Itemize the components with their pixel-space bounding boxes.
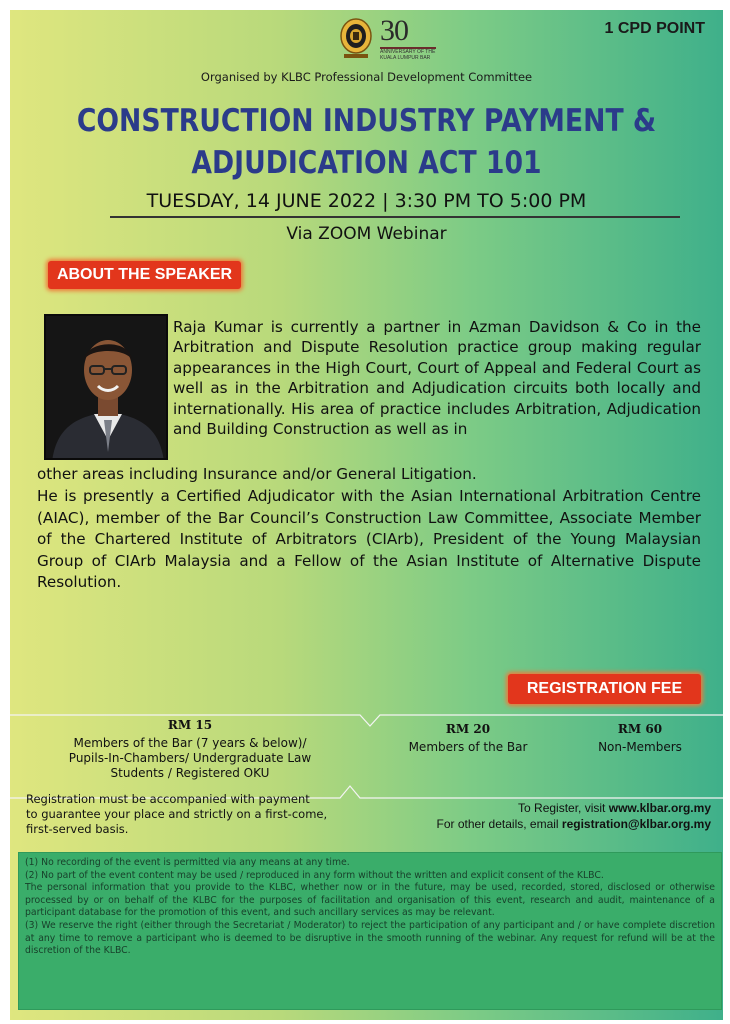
fee-amount: RM 60 <box>617 722 663 736</box>
fee-tier-3 <box>570 722 710 755</box>
terms-item-privacy: The personal information that you provide to the KLBC, whether now or in the future, may be used, recorded, stored, disclosed or otherwise processed by or on behalf of the KLBC for the purposes of facilitation and organisation of this event, research and audit, maintenance of a participant database for the promotion of this event, and such ancillary services as may be relevant. <box>25 882 715 919</box>
speaker-bio-tail: other areas including Insurance and/or General Litigation. <box>37 465 477 483</box>
divider <box>110 216 680 218</box>
register-email-prefix: For other details, email <box>436 817 562 831</box>
event-title-line-1: CONSTRUCTION INDUSTRY PAYMENT & <box>76 103 657 139</box>
event-poster <box>10 10 723 1020</box>
registration-note-line: first-served basis. <box>26 822 129 836</box>
register-visit-prefix: To Register, visit <box>518 801 609 815</box>
register-email-line <box>381 816 711 832</box>
terms-item-2: (2) No part of the event content may be used / reproduced in any form without the written and explicit consent of the KLBC. <box>25 869 604 881</box>
fee-amount: RM 20 <box>445 722 491 736</box>
anniversary-caption-1: ANNIVERSARY OF THE <box>380 49 436 55</box>
fee-label: Members of the Bar (7 years & below)/ <box>73 736 307 750</box>
register-email-link[interactable]: registration@klbar.org.my <box>561 817 711 831</box>
speaker-portrait-image <box>46 316 168 460</box>
terms-item-1: (1) No recording of the event is permitted via any means at any time. <box>25 857 350 868</box>
speaker-bio-wrap: Raja Kumar is currently a partner in Azman Davidson & Co in the Arbitration and Dispute Resolution practice group making regular appearances in the High Court, Court of Appeal and Federal Court as well as in the Arbitration and Adjudication circuits both locally and internationally. His area of practice includes Arbitration, Adjudication and Building Construction as well as in <box>173 318 701 439</box>
speaker-bio-second: He is presently a Certified Adjudicator with the Asian International Arbitration Centre (AIAC), member of the Bar Council’s Construction Law Committee, Associate Member of the Chartered Institute of Arbitrators (CIArb), President of the Young Malaysian Group of CIArb Malaysia and a Fellow of the Asian Institute of Alternative Dispute Resolution. <box>37 487 701 592</box>
fee-tier-2 <box>388 722 548 755</box>
fee-label: Non-Members <box>598 740 682 754</box>
register-url-link[interactable]: www.klbar.org.my <box>608 801 711 815</box>
terms-item-3: (3) We reserve the right (either through the Secretariat / Moderator) to reject the participation of any participant and / or have complete discretion at any time to remove a participant who is deemed to be disruptive in the smooth running of the webinar. Any request for refund will be at the discretion of the KLBC. <box>25 919 715 957</box>
register-visit-line <box>381 800 711 816</box>
anniversary-caption-2: KUALA LUMPUR BAR <box>380 55 431 61</box>
fee-amount: RM 15 <box>167 718 213 732</box>
registration-note-line: to guarantee your place and strictly on a first-come, <box>26 807 328 821</box>
speaker-photo <box>44 314 168 460</box>
registration-note <box>26 792 366 837</box>
event-datetime: TUESDAY, 14 JUNE 2022 | 3:30 PM TO 5:00 PM <box>146 190 587 212</box>
event-title <box>60 100 673 184</box>
registration-fee-heading: REGISTRATION FEE <box>508 674 701 704</box>
logo-group <box>338 16 444 61</box>
event-venue: Via ZOOM Webinar <box>286 224 447 244</box>
fee-label: Students / Registered OKU <box>110 766 270 780</box>
organiser-line: Organised by KLBC Professional Development Committee <box>200 70 533 84</box>
fee-tier-1 <box>30 718 350 781</box>
anniversary-logo <box>380 16 444 61</box>
about-speaker-heading: ABOUT THE SPEAKER <box>48 261 241 289</box>
cpd-points: 1 CPD POINT <box>604 20 705 37</box>
fee-label: Members of the Bar <box>408 740 528 754</box>
kl-bar-seal-logo <box>338 16 374 60</box>
terms-box <box>18 852 722 1010</box>
register-info <box>381 800 711 832</box>
event-title-line-2: ADJUDICATION ACT 101 <box>191 145 542 181</box>
anniversary-number: 30 <box>380 14 408 47</box>
fee-label: Pupils-In-Chambers/ Undergraduate Law <box>68 751 312 765</box>
registration-note-line: Registration must be accompanied with payment <box>26 792 310 806</box>
